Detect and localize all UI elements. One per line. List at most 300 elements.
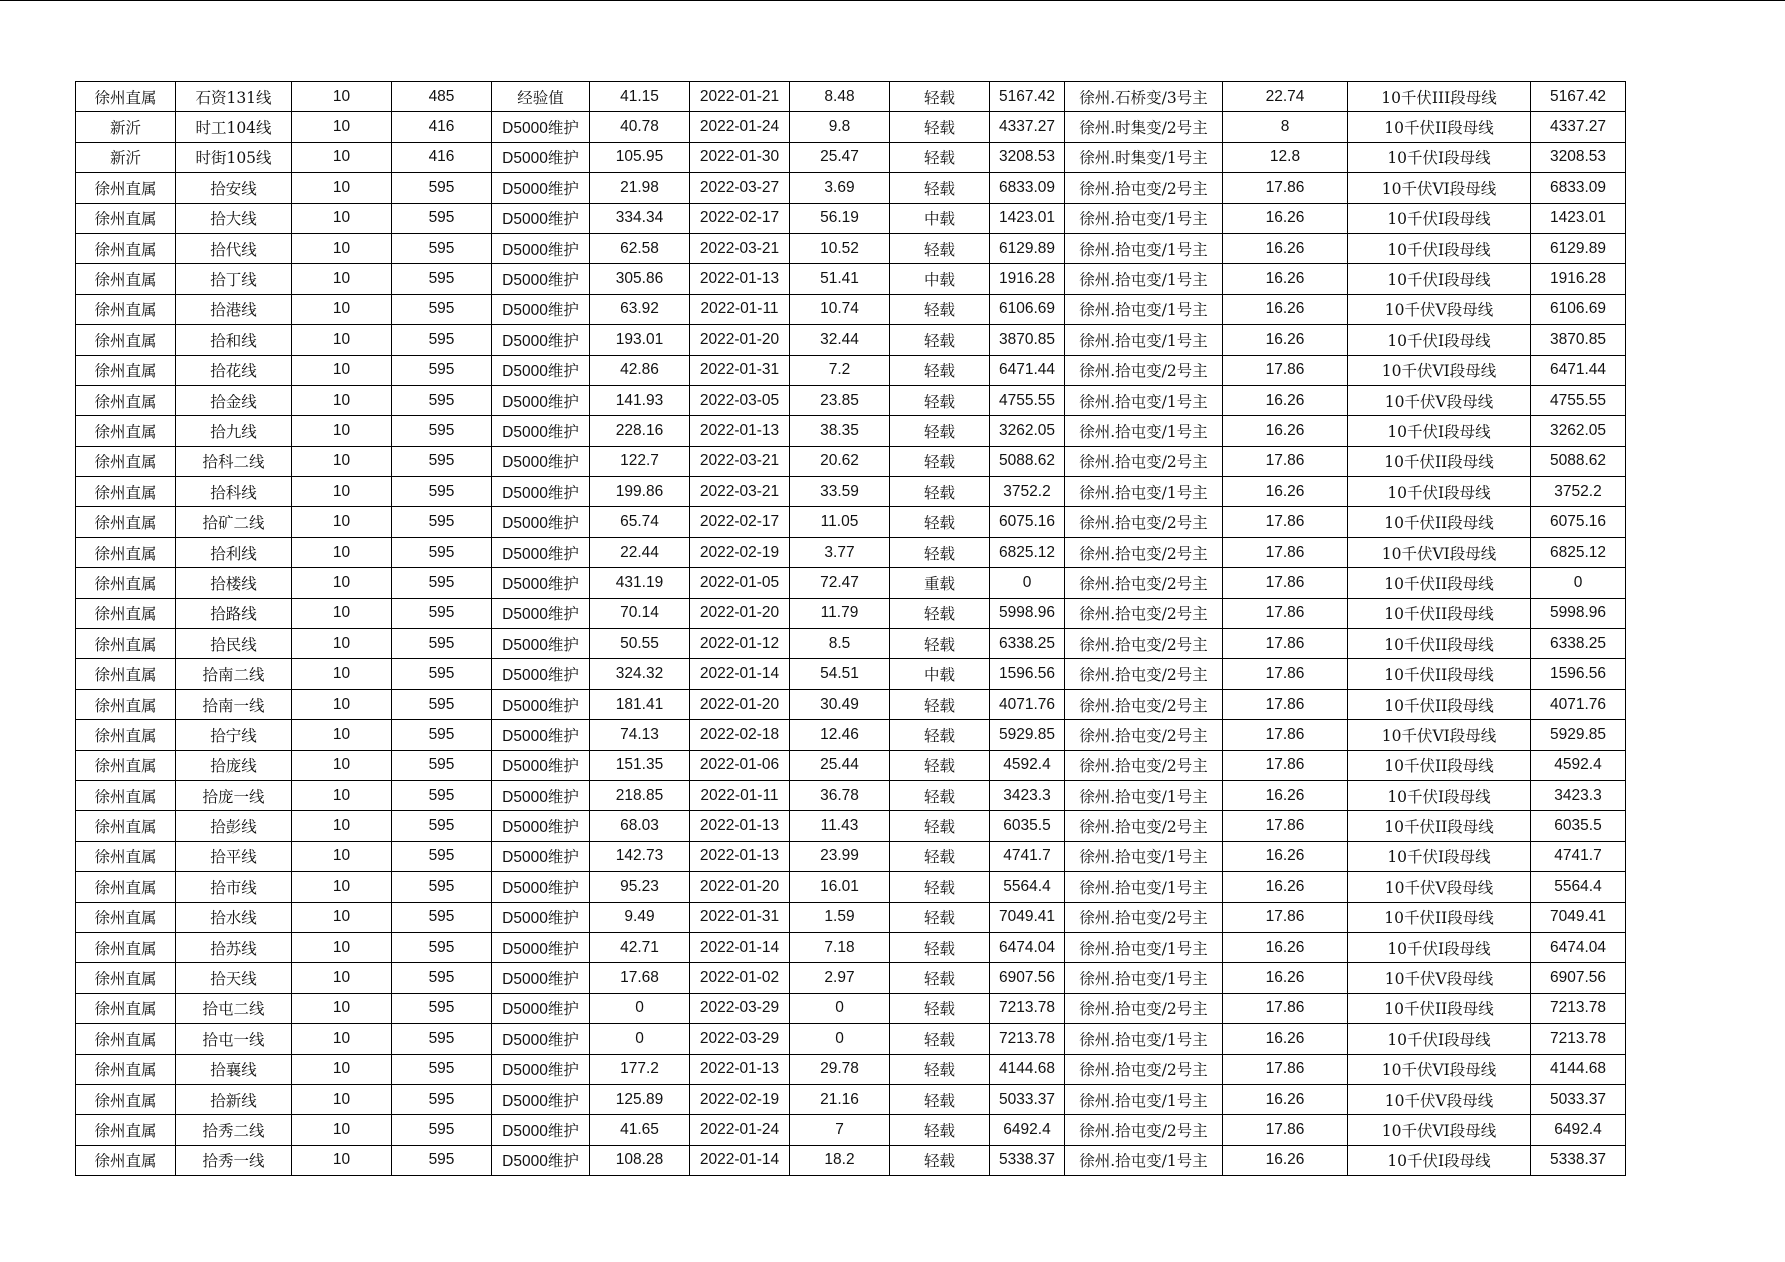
date-cell: 2022-01-13 [690, 811, 790, 841]
substation-cell: 徐州.拾屯变/1号主 [1065, 325, 1223, 355]
busbar-cell: 10千伏Ⅰ段母线 [1348, 416, 1531, 446]
capacity-repeat-cell: 4337.27 [1531, 112, 1626, 142]
capacity-cell: 3752.2 [990, 477, 1065, 507]
busbar-cell: 10千伏Ⅴ段母线 [1348, 385, 1531, 415]
substation-cell: 徐州.拾屯变/2号主 [1065, 537, 1223, 567]
length-cell: 595 [392, 477, 492, 507]
capacity-cell: 6471.44 [990, 355, 1065, 385]
voltage-cell: 10 [292, 446, 392, 476]
rate-cell: 36.78 [790, 780, 890, 810]
capacity-repeat-cell: 6833.09 [1531, 173, 1626, 203]
voltage-cell: 10 [292, 82, 392, 112]
transformer-cell: 17.86 [1223, 689, 1348, 719]
value-cell: 125.89 [590, 1084, 690, 1114]
transformer-cell: 16.26 [1223, 932, 1348, 962]
capacity-repeat-cell: 4144.68 [1531, 1054, 1626, 1084]
substation-cell: 徐州.拾屯变/1号主 [1065, 294, 1223, 324]
length-cell: 595 [392, 993, 492, 1023]
length-cell: 595 [392, 446, 492, 476]
date-cell: 2022-01-24 [690, 112, 790, 142]
unit-cell: 徐州直属 [76, 689, 176, 719]
value-cell: 193.01 [590, 325, 690, 355]
length-cell: 595 [392, 1084, 492, 1114]
table-row [76, 173, 1626, 203]
busbar-cell: 10千伏Ⅴ段母线 [1348, 294, 1531, 324]
value-cell: 22.44 [590, 537, 690, 567]
unit-cell: 徐州直属 [76, 416, 176, 446]
length-cell: 595 [392, 203, 492, 233]
transformer-cell: 17.86 [1223, 568, 1348, 598]
capacity-cell: 5167.42 [990, 82, 1065, 112]
value-cell: 324.32 [590, 659, 690, 689]
length-cell: 595 [392, 780, 492, 810]
line-name-cell: 拾金线 [176, 385, 292, 415]
line-name-cell: 拾港线 [176, 294, 292, 324]
basis-cell: D5000维护 [492, 872, 590, 902]
basis-cell: D5000维护 [492, 993, 590, 1023]
voltage-cell: 10 [292, 1054, 392, 1084]
load-status-cell: 轻载 [890, 173, 990, 203]
capacity-cell: 7213.78 [990, 993, 1065, 1023]
basis-cell: D5000维护 [492, 477, 590, 507]
basis-cell: D5000维护 [492, 112, 590, 142]
length-cell: 595 [392, 629, 492, 659]
capacity-cell: 3262.05 [990, 416, 1065, 446]
line-name-cell: 拾苏线 [176, 932, 292, 962]
transformer-cell: 17.86 [1223, 720, 1348, 750]
line-name-cell: 拾屯一线 [176, 1024, 292, 1054]
capacity-repeat-cell: 6474.04 [1531, 932, 1626, 962]
table-row [76, 811, 1626, 841]
value-cell: 68.03 [590, 811, 690, 841]
line-name-cell: 拾花线 [176, 355, 292, 385]
load-status-cell: 轻载 [890, 780, 990, 810]
rate-cell: 56.19 [790, 203, 890, 233]
value-cell: 41.65 [590, 1115, 690, 1145]
load-status-cell: 轻载 [890, 1084, 990, 1114]
rate-cell: 0 [790, 1024, 890, 1054]
capacity-cell: 6338.25 [990, 629, 1065, 659]
capacity-cell: 4755.55 [990, 385, 1065, 415]
busbar-cell: 10千伏II段母线 [1348, 993, 1531, 1023]
capacity-cell: 3208.53 [990, 142, 1065, 172]
load-status-cell: 中载 [890, 659, 990, 689]
voltage-cell: 10 [292, 629, 392, 659]
busbar-cell: 10千伏VI段母线 [1348, 355, 1531, 385]
rate-cell: 16.01 [790, 872, 890, 902]
busbar-cell: 10千伏II段母线 [1348, 750, 1531, 780]
busbar-cell: 10千伏II段母线 [1348, 811, 1531, 841]
table-row [76, 1054, 1626, 1084]
value-cell: 21.98 [590, 173, 690, 203]
basis-cell: D5000维护 [492, 932, 590, 962]
voltage-cell: 10 [292, 841, 392, 871]
table-row [76, 385, 1626, 415]
busbar-cell: 10千伏VI段母线 [1348, 537, 1531, 567]
unit-cell: 徐州直属 [76, 1024, 176, 1054]
substation-cell: 徐州.时集变/2号主 [1065, 112, 1223, 142]
transformer-cell: 17.86 [1223, 750, 1348, 780]
value-cell: 199.86 [590, 477, 690, 507]
load-status-cell: 轻载 [890, 355, 990, 385]
transformer-cell: 16.26 [1223, 325, 1348, 355]
rate-cell: 7.18 [790, 932, 890, 962]
line-name-cell: 拾秀一线 [176, 1145, 292, 1175]
load-status-cell: 轻载 [890, 82, 990, 112]
line-name-cell: 拾路线 [176, 598, 292, 628]
date-cell: 2022-01-14 [690, 932, 790, 962]
substation-cell: 徐州.拾屯变/1号主 [1065, 963, 1223, 993]
load-status-cell: 轻载 [890, 142, 990, 172]
unit-cell: 徐州直属 [76, 720, 176, 750]
transformer-cell: 17.86 [1223, 659, 1348, 689]
basis-cell: D5000维护 [492, 294, 590, 324]
load-status-cell: 轻载 [890, 689, 990, 719]
date-cell: 2022-01-21 [690, 82, 790, 112]
line-name-cell: 拾襄线 [176, 1054, 292, 1084]
capacity-repeat-cell: 5564.4 [1531, 872, 1626, 902]
basis-cell: D5000维护 [492, 446, 590, 476]
substation-cell: 徐州.拾屯变/1号主 [1065, 385, 1223, 415]
value-cell: 63.92 [590, 294, 690, 324]
voltage-cell: 10 [292, 780, 392, 810]
load-status-cell: 轻载 [890, 1145, 990, 1175]
substation-cell: 徐州.石桥变/3号主 [1065, 82, 1223, 112]
line-name-cell: 拾屯二线 [176, 993, 292, 1023]
table-row [76, 963, 1626, 993]
capacity-repeat-cell: 6825.12 [1531, 537, 1626, 567]
rate-cell: 23.85 [790, 385, 890, 415]
transformer-cell: 16.26 [1223, 264, 1348, 294]
value-cell: 70.14 [590, 598, 690, 628]
transformer-cell: 17.86 [1223, 173, 1348, 203]
busbar-cell: 10千伏VI段母线 [1348, 1054, 1531, 1084]
basis-cell: D5000维护 [492, 507, 590, 537]
capacity-cell: 5338.37 [990, 1145, 1065, 1175]
basis-cell: D5000维护 [492, 537, 590, 567]
voltage-cell: 10 [292, 537, 392, 567]
substation-cell: 徐州.拾屯变/2号主 [1065, 1054, 1223, 1084]
substation-cell: 徐州.拾屯变/2号主 [1065, 598, 1223, 628]
unit-cell: 徐州直属 [76, 811, 176, 841]
capacity-repeat-cell: 0 [1531, 568, 1626, 598]
rate-cell: 7 [790, 1115, 890, 1145]
voltage-cell: 10 [292, 993, 392, 1023]
busbar-cell: 10千伏II段母线 [1348, 598, 1531, 628]
table-row [76, 872, 1626, 902]
substation-cell: 徐州.拾屯变/1号主 [1065, 203, 1223, 233]
busbar-cell: 10千伏Ⅰ段母线 [1348, 1145, 1531, 1175]
busbar-cell: 10千伏II段母线 [1348, 902, 1531, 932]
capacity-cell: 6129.89 [990, 233, 1065, 263]
basis-cell: 经验值 [492, 82, 590, 112]
length-cell: 595 [392, 872, 492, 902]
load-status-cell: 轻载 [890, 750, 990, 780]
load-status-cell: 轻载 [890, 811, 990, 841]
voltage-cell: 10 [292, 203, 392, 233]
value-cell: 431.19 [590, 568, 690, 598]
table-row [76, 1084, 1626, 1114]
load-status-cell: 轻载 [890, 537, 990, 567]
voltage-cell: 10 [292, 294, 392, 324]
date-cell: 2022-03-21 [690, 233, 790, 263]
line-name-cell: 时工104线 [176, 112, 292, 142]
capacity-cell: 6492.4 [990, 1115, 1065, 1145]
load-status-cell: 轻载 [890, 446, 990, 476]
date-cell: 2022-01-20 [690, 872, 790, 902]
capacity-cell: 5088.62 [990, 446, 1065, 476]
length-cell: 595 [392, 1115, 492, 1145]
value-cell: 74.13 [590, 720, 690, 750]
value-cell: 177.2 [590, 1054, 690, 1084]
unit-cell: 徐州直属 [76, 477, 176, 507]
line-name-cell: 拾市线 [176, 872, 292, 902]
basis-cell: D5000维护 [492, 203, 590, 233]
table-row [76, 841, 1626, 871]
capacity-repeat-cell: 6129.89 [1531, 233, 1626, 263]
value-cell: 65.74 [590, 507, 690, 537]
capacity-cell: 6825.12 [990, 537, 1065, 567]
busbar-cell: 10千伏VI段母线 [1348, 1115, 1531, 1145]
basis-cell: D5000维护 [492, 1084, 590, 1114]
capacity-repeat-cell: 7049.41 [1531, 902, 1626, 932]
date-cell: 2022-01-20 [690, 598, 790, 628]
table-row [76, 142, 1626, 172]
load-status-cell: 轻载 [890, 598, 990, 628]
capacity-repeat-cell: 3752.2 [1531, 477, 1626, 507]
busbar-cell: 10千伏Ⅰ段母线 [1348, 325, 1531, 355]
unit-cell: 徐州直属 [76, 82, 176, 112]
date-cell: 2022-02-17 [690, 203, 790, 233]
transformer-cell: 16.26 [1223, 1024, 1348, 1054]
busbar-cell: 10千伏Ⅰ段母线 [1348, 780, 1531, 810]
date-cell: 2022-03-05 [690, 385, 790, 415]
table-row [76, 416, 1626, 446]
capacity-cell: 7213.78 [990, 1024, 1065, 1054]
transformer-cell: 16.26 [1223, 416, 1348, 446]
unit-cell: 徐州直属 [76, 872, 176, 902]
capacity-cell: 4144.68 [990, 1054, 1065, 1084]
transformer-cell: 16.26 [1223, 1084, 1348, 1114]
rate-cell: 21.16 [790, 1084, 890, 1114]
capacity-repeat-cell: 4592.4 [1531, 750, 1626, 780]
substation-cell: 徐州.拾屯变/1号主 [1065, 264, 1223, 294]
capacity-repeat-cell: 3423.3 [1531, 780, 1626, 810]
transformer-cell: 16.26 [1223, 203, 1348, 233]
date-cell: 2022-01-11 [690, 294, 790, 324]
line-name-cell: 拾矿二线 [176, 507, 292, 537]
rate-cell: 3.69 [790, 173, 890, 203]
load-status-cell: 轻载 [890, 325, 990, 355]
rate-cell: 54.51 [790, 659, 890, 689]
busbar-cell: 10千伏Ⅰ段母线 [1348, 264, 1531, 294]
basis-cell: D5000维护 [492, 264, 590, 294]
basis-cell: D5000维护 [492, 233, 590, 263]
substation-cell: 徐州.拾屯变/2号主 [1065, 720, 1223, 750]
unit-cell: 徐州直属 [76, 203, 176, 233]
busbar-cell: 10千伏II段母线 [1348, 659, 1531, 689]
basis-cell: D5000维护 [492, 1024, 590, 1054]
capacity-repeat-cell: 4755.55 [1531, 385, 1626, 415]
length-cell: 595 [392, 173, 492, 203]
date-cell: 2022-01-14 [690, 1145, 790, 1175]
substation-cell: 徐州.拾屯变/1号主 [1065, 780, 1223, 810]
basis-cell: D5000维护 [492, 1145, 590, 1175]
substation-cell: 徐州.拾屯变/2号主 [1065, 750, 1223, 780]
value-cell: 218.85 [590, 780, 690, 810]
line-name-cell: 石资131线 [176, 82, 292, 112]
line-name-cell: 拾天线 [176, 963, 292, 993]
unit-cell: 徐州直属 [76, 233, 176, 263]
table-row [76, 82, 1626, 112]
capacity-repeat-cell: 5033.37 [1531, 1084, 1626, 1114]
line-name-cell: 拾楼线 [176, 568, 292, 598]
transformer-cell: 16.26 [1223, 385, 1348, 415]
rate-cell: 38.35 [790, 416, 890, 446]
value-cell: 105.95 [590, 142, 690, 172]
basis-cell: D5000维护 [492, 780, 590, 810]
length-cell: 485 [392, 82, 492, 112]
unit-cell: 徐州直属 [76, 902, 176, 932]
basis-cell: D5000维护 [492, 1115, 590, 1145]
date-cell: 2022-01-06 [690, 750, 790, 780]
rate-cell: 18.2 [790, 1145, 890, 1175]
voltage-cell: 10 [292, 1084, 392, 1114]
busbar-cell: 10千伏Ⅰ段母线 [1348, 932, 1531, 962]
length-cell: 595 [392, 1024, 492, 1054]
date-cell: 2022-01-12 [690, 629, 790, 659]
date-cell: 2022-02-17 [690, 507, 790, 537]
unit-cell: 徐州直属 [76, 780, 176, 810]
substation-cell: 徐州.拾屯变/2号主 [1065, 689, 1223, 719]
unit-cell: 新沂 [76, 142, 176, 172]
voltage-cell: 10 [292, 1024, 392, 1054]
busbar-cell: 10千伏II段母线 [1348, 446, 1531, 476]
date-cell: 2022-01-14 [690, 659, 790, 689]
capacity-cell: 6833.09 [990, 173, 1065, 203]
substation-cell: 徐州.拾屯变/1号主 [1065, 233, 1223, 263]
capacity-cell: 6035.5 [990, 811, 1065, 841]
transformer-cell: 16.26 [1223, 963, 1348, 993]
busbar-cell: 10千伏II段母线 [1348, 689, 1531, 719]
rate-cell: 1.59 [790, 902, 890, 932]
length-cell: 595 [392, 1054, 492, 1084]
table-row [76, 325, 1626, 355]
length-cell: 595 [392, 811, 492, 841]
length-cell: 595 [392, 233, 492, 263]
voltage-cell: 10 [292, 963, 392, 993]
length-cell: 595 [392, 294, 492, 324]
transformer-cell: 16.26 [1223, 872, 1348, 902]
transformer-cell: 17.86 [1223, 537, 1348, 567]
load-status-cell: 轻载 [890, 233, 990, 263]
line-name-cell: 时街105线 [176, 142, 292, 172]
line-name-cell: 拾丁线 [176, 264, 292, 294]
line-name-cell: 拾宁线 [176, 720, 292, 750]
unit-cell: 徐州直属 [76, 1145, 176, 1175]
busbar-cell: 10千伏II段母线 [1348, 629, 1531, 659]
busbar-cell: 10千伏Ⅴ段母线 [1348, 872, 1531, 902]
capacity-repeat-cell: 1423.01 [1531, 203, 1626, 233]
rate-cell: 8.48 [790, 82, 890, 112]
table-row [76, 203, 1626, 233]
capacity-cell: 6075.16 [990, 507, 1065, 537]
table-row [76, 507, 1626, 537]
rate-cell: 51.41 [790, 264, 890, 294]
load-status-cell: 轻载 [890, 872, 990, 902]
basis-cell: D5000维护 [492, 750, 590, 780]
substation-cell: 徐州.拾屯变/1号主 [1065, 416, 1223, 446]
substation-cell: 徐州.时集变/1号主 [1065, 142, 1223, 172]
date-cell: 2022-01-20 [690, 325, 790, 355]
table-row [76, 294, 1626, 324]
rate-cell: 72.47 [790, 568, 890, 598]
transformer-cell: 17.86 [1223, 1054, 1348, 1084]
length-cell: 416 [392, 112, 492, 142]
load-status-cell: 轻载 [890, 629, 990, 659]
basis-cell: D5000维护 [492, 568, 590, 598]
load-status-cell: 轻载 [890, 416, 990, 446]
unit-cell: 徐州直属 [76, 264, 176, 294]
transformer-cell: 16.26 [1223, 477, 1348, 507]
substation-cell: 徐州.拾屯变/1号主 [1065, 1084, 1223, 1114]
table-row [76, 112, 1626, 142]
date-cell: 2022-01-13 [690, 841, 790, 871]
basis-cell: D5000维护 [492, 841, 590, 871]
voltage-cell: 10 [292, 1115, 392, 1145]
transformer-cell: 17.86 [1223, 993, 1348, 1023]
unit-cell: 徐州直属 [76, 659, 176, 689]
basis-cell: D5000维护 [492, 416, 590, 446]
unit-cell: 新沂 [76, 112, 176, 142]
length-cell: 595 [392, 568, 492, 598]
substation-cell: 徐州.拾屯变/1号主 [1065, 841, 1223, 871]
rate-cell: 33.59 [790, 477, 890, 507]
date-cell: 2022-01-31 [690, 902, 790, 932]
date-cell: 2022-02-19 [690, 537, 790, 567]
transformer-cell: 16.26 [1223, 841, 1348, 871]
capacity-repeat-cell: 1916.28 [1531, 264, 1626, 294]
rate-cell: 12.46 [790, 720, 890, 750]
rate-cell: 32.44 [790, 325, 890, 355]
rate-cell: 25.47 [790, 142, 890, 172]
basis-cell: D5000维护 [492, 355, 590, 385]
date-cell: 2022-01-02 [690, 963, 790, 993]
voltage-cell: 10 [292, 872, 392, 902]
substation-cell: 徐州.拾屯变/2号主 [1065, 993, 1223, 1023]
length-cell: 595 [392, 264, 492, 294]
value-cell: 334.34 [590, 203, 690, 233]
transformer-cell: 17.86 [1223, 902, 1348, 932]
unit-cell: 徐州直属 [76, 598, 176, 628]
length-cell: 595 [392, 598, 492, 628]
basis-cell: D5000维护 [492, 963, 590, 993]
table-row [76, 264, 1626, 294]
voltage-cell: 10 [292, 811, 392, 841]
capacity-cell: 5929.85 [990, 720, 1065, 750]
capacity-repeat-cell: 7213.78 [1531, 993, 1626, 1023]
line-name-cell: 拾水线 [176, 902, 292, 932]
length-cell: 595 [392, 537, 492, 567]
rate-cell: 11.79 [790, 598, 890, 628]
table-row [76, 355, 1626, 385]
unit-cell: 徐州直属 [76, 385, 176, 415]
basis-cell: D5000维护 [492, 629, 590, 659]
unit-cell: 徐州直属 [76, 173, 176, 203]
substation-cell: 徐州.拾屯变/2号主 [1065, 173, 1223, 203]
busbar-cell: 10千伏Ⅰ段母线 [1348, 203, 1531, 233]
unit-cell: 徐州直属 [76, 963, 176, 993]
